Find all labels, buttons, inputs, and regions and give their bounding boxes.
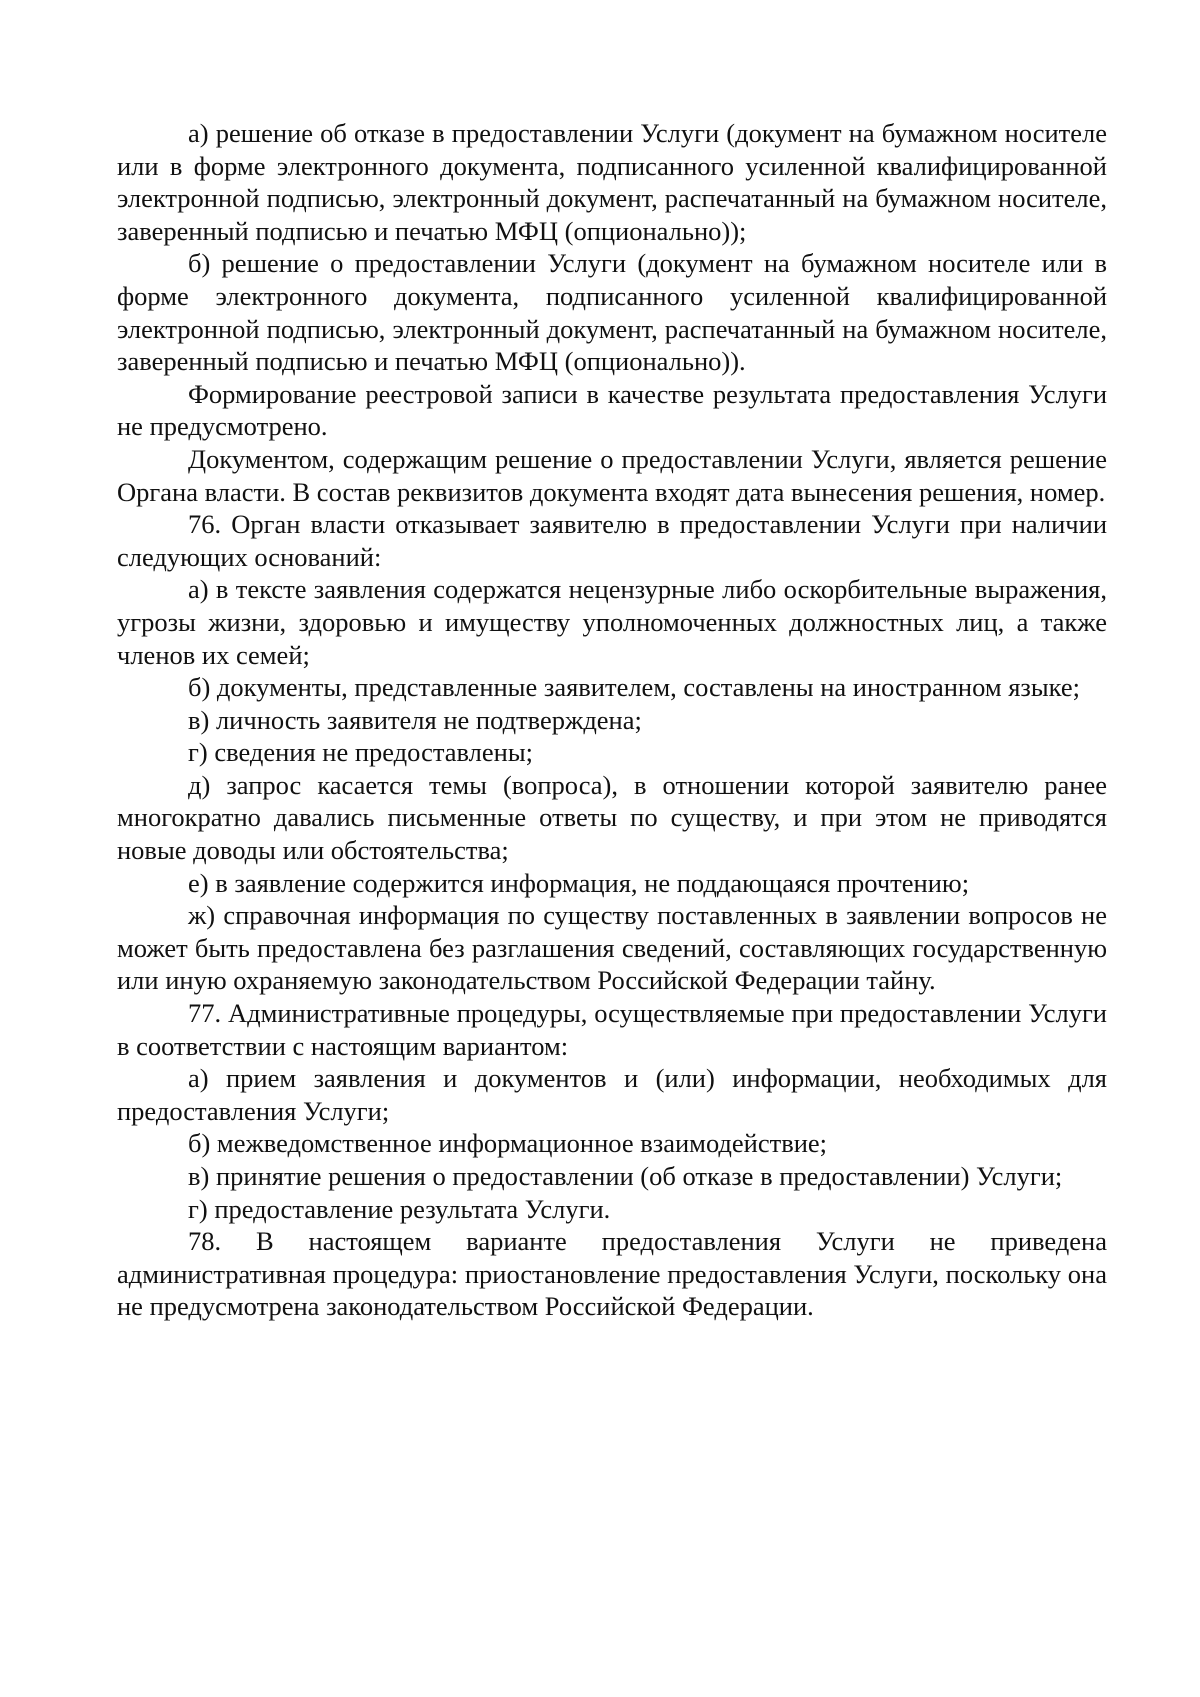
paragraph-76-b: б) документы, представленные заявителем, составлены на иностранном языке; xyxy=(188,672,1081,703)
paragraph-76-e: е) в заявление содержится информация, не поддающаяся прочтению; xyxy=(188,867,970,898)
paragraph-registry-record: Формирование реестровой записи в качестве результата предоставления Услуги не предусмотрено. xyxy=(117,378,1107,442)
paragraph-76-v: в) личность заявителя не подтверждена; xyxy=(188,704,642,735)
paragraph-78: 78. В настоящем варианте предоставления Услуги не приведена административная процедура: приостановление предоставления Услуги, поскольку она не предусмотрена законодательством Российской Федерации. xyxy=(117,1226,1107,1322)
paragraph-result-refusal: а) решение об отказе в предоставлении Услуги (документ на бумажном носителе или в форме электронного документа, подписанного усиленной квалифицированной электронной подписью, электронный документ, распечатанный на бумажном носителе, заверенный подписью и печатью МФЦ (опционально)); xyxy=(117,118,1107,246)
paragraph-77-v: в) принятие решения о предоставлении (об отказе в предоставлении) Услуги; xyxy=(188,1161,1063,1191)
paragraph-76-d: д) запрос касается темы (вопроса), в отношении которой заявителю ранее многократно давались письменные ответы по существу, и при этом не приводятся новые доводы или обстоятельства; xyxy=(117,769,1107,866)
paragraph-76-g: г) сведения не предоставлены; xyxy=(188,737,534,768)
paragraph-77-g: г) предоставление результата Услуги. xyxy=(188,1193,611,1224)
paragraph-77-b: б) межведомственное информационное взаимодействие; xyxy=(188,1128,828,1159)
paragraph-76-a: а) в тексте заявления содержатся нецензурные либо оскорбительные выражения, угрозы жизни, здоровью и имуществу уполномоченных должностных лиц, а также членов их семей; xyxy=(117,574,1107,670)
paragraph-77-a: а) прием заявления и документов и (или) информации, необходимых для предоставления Услуги; xyxy=(117,1063,1107,1126)
paragraph-77-procedures: 77. Административные процедуры, осуществляемые при предоставлении Услуги в соответствии с настоящим вариантом: xyxy=(117,998,1107,1061)
document-page xyxy=(117,117,1107,1323)
paragraph-result-approval: б) решение о предоставлении Услуги (документ на бумажном носителе или в форме электронного документа, подписанного усиленной квалифицированной электронной подписью, электронный документ, распечатанный на бумажном носителе, заверенный подписью и печатью МФЦ (опционально)). xyxy=(117,248,1107,377)
paragraph-76-zh: ж) справочная информация по существу поставленных в заявлении вопросов не может быть предоставлена без разглашения сведений, составляющих государственную или иную охраняемую законодательством Российской Федерации тайну. xyxy=(117,900,1107,996)
paragraph-decision-document: Документом, содержащим решение о предоставлении Услуги, является решение Органа власти. В состав реквизитов документа входят дата вынесения решения, номер. xyxy=(117,443,1107,507)
paragraph-76-grounds: 76. Орган власти отказывает заявителю в предоставлении Услуги при наличии следующих оснований: xyxy=(117,509,1107,572)
